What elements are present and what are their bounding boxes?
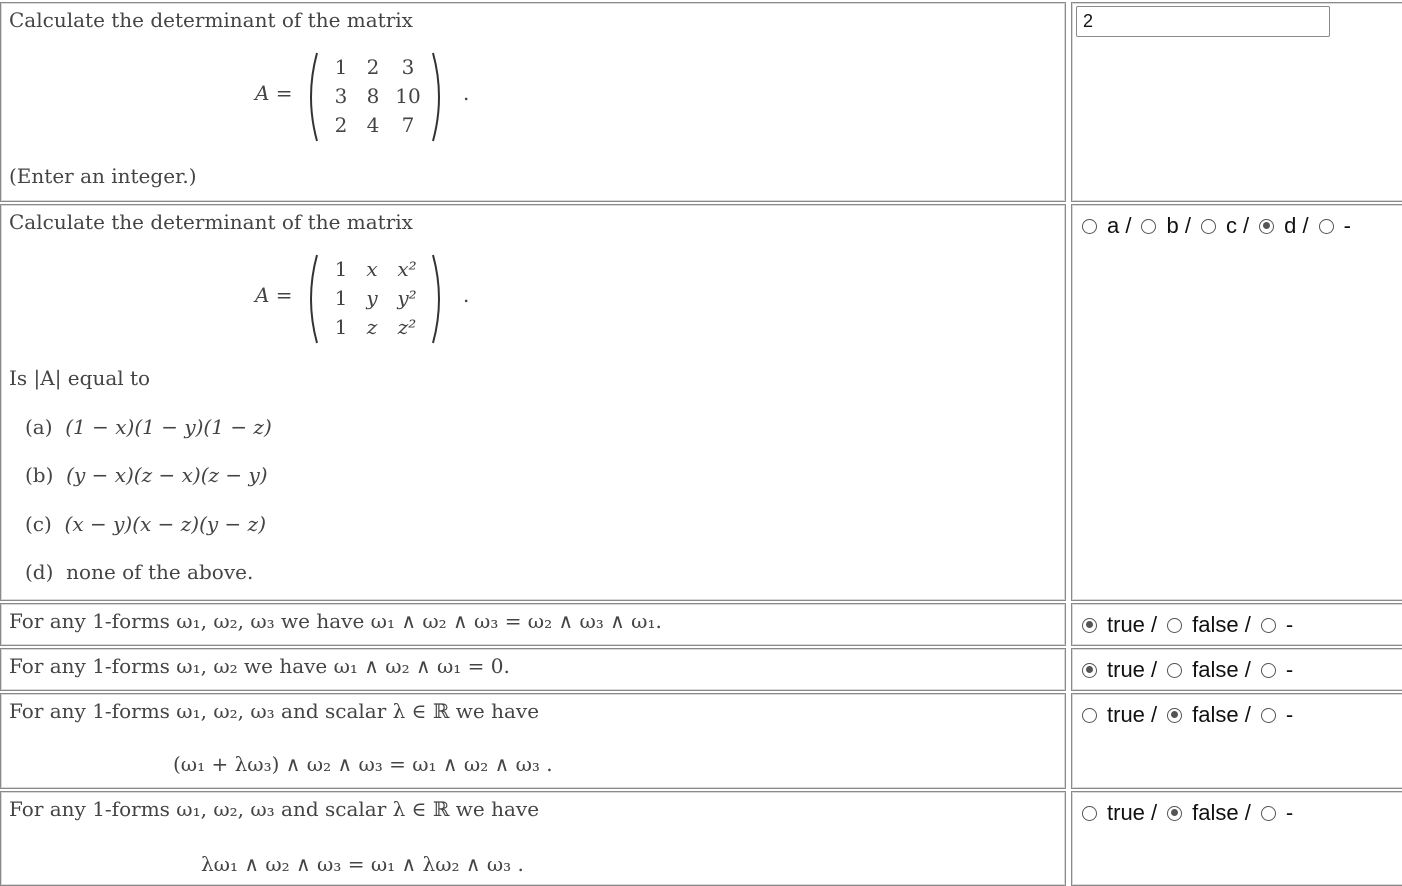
question-row-6	[0, 791, 1402, 886]
radio-c[interactable]	[1201, 219, 1216, 234]
radio-label: c /	[1225, 213, 1250, 238]
radio-label: d /	[1284, 213, 1309, 238]
integer-answer-input[interactable]	[1076, 6, 1330, 37]
choice-tag: (b)	[25, 463, 54, 487]
matrix-label: A =	[255, 81, 293, 105]
right-paren	[431, 253, 447, 350]
radio-b[interactable]	[1141, 219, 1156, 234]
radio-none[interactable]	[1319, 219, 1334, 234]
answer-cell-4	[1071, 648, 1402, 691]
radio-label: true /	[1107, 612, 1158, 637]
radio-true[interactable]	[1082, 806, 1097, 821]
matrix-cell: 1	[334, 315, 348, 339]
matrix-cell: x	[366, 257, 378, 281]
radio-false[interactable]	[1167, 708, 1182, 723]
radio-none[interactable]	[1261, 663, 1276, 678]
question-text: Is |A| equal to	[9, 366, 151, 390]
question-row-3	[0, 603, 1402, 646]
choice-tag: (c)	[25, 512, 52, 536]
question-row-2	[0, 204, 1402, 601]
matrix-cell: y²	[397, 286, 417, 310]
question-statement: For any 1-forms ω₁, ω₂ we have ω₁ ∧ ω₂ ∧ ω₁ = 0.	[9, 654, 510, 678]
matrix-cell: 1	[334, 55, 348, 79]
radio-group	[1082, 800, 1303, 826]
radio-a[interactable]	[1082, 219, 1097, 234]
radio-none[interactable]	[1261, 806, 1276, 821]
matrix-period: .	[463, 81, 470, 105]
radio-true[interactable]	[1082, 618, 1097, 633]
choice-expr: (y − x)(z − x)(z − y)	[66, 463, 268, 487]
matrix-cell: y	[366, 286, 378, 310]
radio-false[interactable]	[1167, 806, 1182, 821]
matrix-cell: 1	[334, 286, 348, 310]
question-cell-1	[0, 2, 1066, 202]
matrix-cell: 3	[334, 84, 348, 108]
question-statement: For any 1-forms ω₁, ω₂, ω₃ we have ω₁ ∧ ω₂ ∧ ω₃ = ω₂ ∧ ω₃ ∧ ω₁.	[9, 609, 662, 633]
question-note: (Enter an integer.)	[9, 164, 197, 188]
choice-expr: none of the above.	[66, 560, 254, 584]
radio-d[interactable]	[1259, 219, 1274, 234]
question-statement: For any 1-forms ω₁, ω₂, ω₃ and scalar λ ∈ ℝ we have	[9, 699, 540, 723]
right-paren	[431, 51, 447, 148]
choice-b	[25, 463, 268, 487]
answer-cell-2	[1071, 204, 1402, 601]
radio-label: false /	[1192, 800, 1251, 825]
choice-tag: (d)	[25, 560, 54, 584]
choice-expr: (1 − x)(1 − y)(1 − z)	[65, 415, 272, 439]
question-row-1	[0, 2, 1402, 202]
radio-group	[1082, 213, 1361, 239]
radio-group	[1082, 657, 1303, 683]
radio-group	[1082, 702, 1303, 728]
question-row-4	[0, 648, 1402, 691]
question-prompt: Calculate the determinant of the matrix	[9, 8, 413, 32]
choice-a	[25, 415, 272, 439]
matrix-period: .	[463, 283, 470, 307]
question-cell-6	[0, 791, 1066, 886]
radio-label: a /	[1107, 213, 1132, 238]
matrix-cell: 3	[401, 55, 415, 79]
radio-false[interactable]	[1167, 663, 1182, 678]
radio-label: false /	[1192, 657, 1251, 682]
matrix-a	[251, 253, 481, 345]
question-cell-2	[0, 204, 1066, 601]
radio-label: true /	[1107, 657, 1158, 682]
answer-cell-1	[1071, 2, 1402, 202]
matrix-cell: x²	[397, 257, 417, 281]
radio-label: true /	[1107, 800, 1158, 825]
matrix-cell: 1	[334, 257, 348, 281]
radio-none[interactable]	[1261, 618, 1276, 633]
question-statement: For any 1-forms ω₁, ω₂, ω₃ and scalar λ ∈ ℝ we have	[9, 797, 540, 821]
question-row-5	[0, 693, 1402, 789]
answer-cell-5	[1071, 693, 1402, 789]
radio-label: -	[1285, 702, 1294, 727]
matrix-a	[251, 51, 481, 143]
question-cell-3	[0, 603, 1066, 646]
radio-label: true /	[1107, 702, 1158, 727]
matrix-cell: 10	[395, 84, 421, 108]
answer-cell-3	[1071, 603, 1402, 646]
matrix-cell: 2	[366, 55, 380, 79]
matrix-cell: 7	[401, 113, 415, 137]
left-paren	[303, 253, 319, 350]
choice-c	[25, 512, 266, 536]
radio-label: -	[1285, 800, 1294, 825]
matrix-cell: z	[366, 315, 378, 339]
question-cell-4	[0, 648, 1066, 691]
radio-true[interactable]	[1082, 663, 1097, 678]
matrix-cell: 2	[334, 113, 348, 137]
choice-expr: (x − y)(x − z)(y − z)	[64, 512, 266, 536]
question-cell-5	[0, 693, 1066, 789]
radio-label: -	[1285, 657, 1294, 682]
radio-true[interactable]	[1082, 708, 1097, 723]
matrix-cell: 8	[366, 84, 380, 108]
choice-d	[25, 560, 253, 584]
radio-group	[1082, 612, 1303, 638]
matrix-cell: z²	[397, 315, 417, 339]
radio-label: false /	[1192, 702, 1251, 727]
radio-label: -	[1285, 612, 1294, 637]
left-paren	[303, 51, 319, 148]
radio-label: b /	[1166, 213, 1191, 238]
answer-cell-6	[1071, 791, 1402, 886]
matrix-entries	[327, 257, 425, 339]
radio-none[interactable]	[1261, 708, 1276, 723]
matrix-entries	[327, 55, 425, 137]
radio-label: -	[1343, 213, 1351, 238]
radio-false[interactable]	[1167, 618, 1182, 633]
question-equation: λω₁ ∧ ω₂ ∧ ω₃ = ω₁ ∧ λω₂ ∧ ω₃ .	[201, 852, 524, 876]
choice-tag: (a)	[25, 415, 53, 439]
radio-label: false /	[1192, 612, 1251, 637]
question-prompt: Calculate the determinant of the matrix	[9, 210, 413, 234]
matrix-label: A =	[255, 283, 293, 307]
matrix-cell: 4	[366, 113, 380, 137]
question-equation: (ω₁ + λω₃) ∧ ω₂ ∧ ω₃ = ω₁ ∧ ω₂ ∧ ω₃ .	[173, 752, 553, 776]
